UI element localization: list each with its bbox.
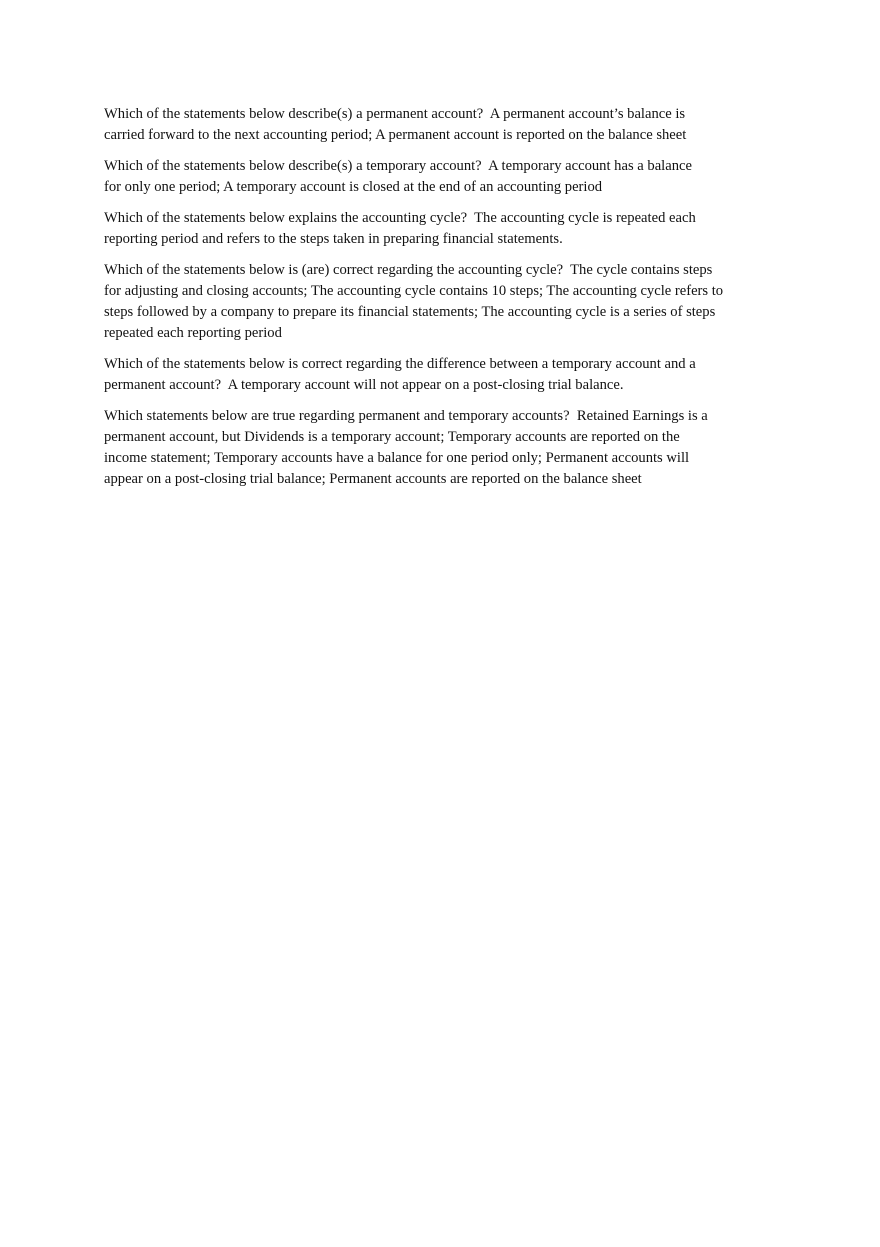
paragraph-permanent-temporary-true: Which statements below are true regarding permanent and temporary accounts? Retained Earnings is a permanent account, but Dividends is a temporary account; Temporary accounts are reported on the income statement; Temporary accounts have a balance for one period only; Permanent accounts will appear on a post-closing trial balance; Permanent accounts are reported on the balance sheet bbox=[104, 408, 708, 487]
document-body bbox=[104, 104, 776, 500]
paragraph-accounting-cycle-explanation: Which of the statements below explains the accounting cycle? The accounting cycle is repeated each reporting period and refers to the steps taken in preparing financial statements. bbox=[104, 210, 696, 247]
paragraph-accounting-cycle-correct: Which of the statements below is (are) correct regarding the accounting cycle? The cycle contains steps for adjusting and closing accounts; The accounting cycle contains 10 steps; The accounting cycle refers to steps followed by a company to prepare its financial statements; The accounting cycle is a series of steps repeated each reporting period bbox=[104, 262, 724, 341]
paragraph-temporary-vs-permanent: Which of the statements below is correct regarding the difference between a temporary account and a permanent account? A temporary account will not appear on a post-closing trial balance. bbox=[104, 356, 696, 393]
paragraph-temporary-account: Which of the statements below describe(s) a temporary account? A temporary account has a balance for only one period; A temporary account is closed at the end of an accounting period bbox=[104, 158, 692, 195]
paragraph-permanent-account: Which of the statements below describe(s) a permanent account? A permanent account’s balance is carried forward to the next accounting period; A permanent account is reported on the balance sheet bbox=[104, 106, 687, 143]
